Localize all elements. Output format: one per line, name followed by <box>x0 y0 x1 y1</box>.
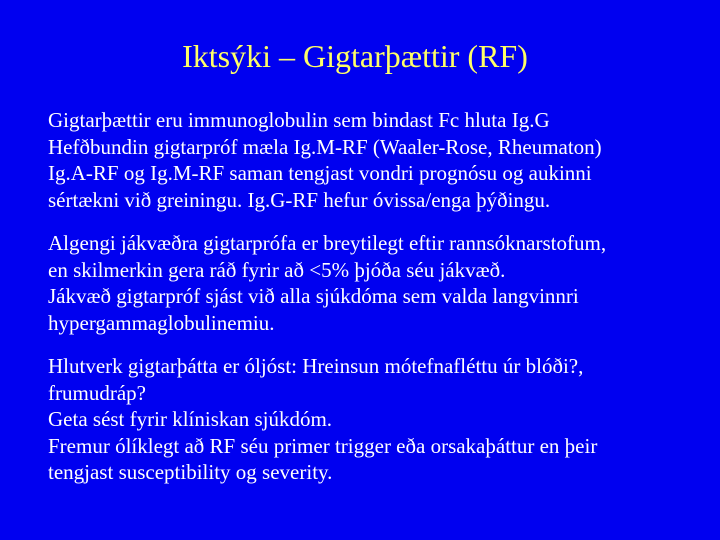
slide-title: Iktsýki – Gigtarþættir (RF) <box>182 38 528 74</box>
text-line: Hefðbundin gigtarpróf mæla Ig.M-RF (Waaler-Rose, Rheumaton) <box>48 134 602 159</box>
text-line: Geta sést fyrir klíniskan sjúkdóm. <box>48 407 333 431</box>
slide-body <box>48 107 716 503</box>
text-line: sértækni við greiningu. Ig.G-RF hefur óvissa/enga þýðingu. <box>48 187 551 212</box>
text-line: Gigtarþættir eru immunoglobulin sem bindast Fc hluta Ig.G <box>48 108 550 132</box>
text-line: hypergammaglobulinemiu. <box>48 310 275 335</box>
paragraph-rf-prevalence <box>48 230 716 336</box>
text-line: Hlutverk gigtarþátta er óljóst: Hreinsun mótefnafléttu úr blóði?, <box>48 354 584 378</box>
paragraph-rf-role <box>48 353 716 486</box>
text-line: Fremur ólíklegt að RF séu primer trigger eða orsakaþáttur en þeir <box>48 433 598 458</box>
text-line: tengjast susceptibility og severity. <box>48 460 333 484</box>
text-line: frumudráp? <box>48 380 146 405</box>
text-line: Ig.A-RF og Ig.M-RF saman tengjast vondri prognósu og aukinni <box>48 161 592 185</box>
text-line: Jákvæð gigtarpróf sjást við alla sjúkdóma sem valda langvinnri <box>48 284 579 308</box>
text-line: Algengi jákvæðra gigtarprófa er breytilegt eftir rannsóknarstofum, <box>48 231 607 255</box>
paragraph-rf-definition <box>48 107 716 213</box>
text-line: en skilmerkin gera ráð fyrir að <5% þjóða séu jákvæð. <box>48 257 506 282</box>
